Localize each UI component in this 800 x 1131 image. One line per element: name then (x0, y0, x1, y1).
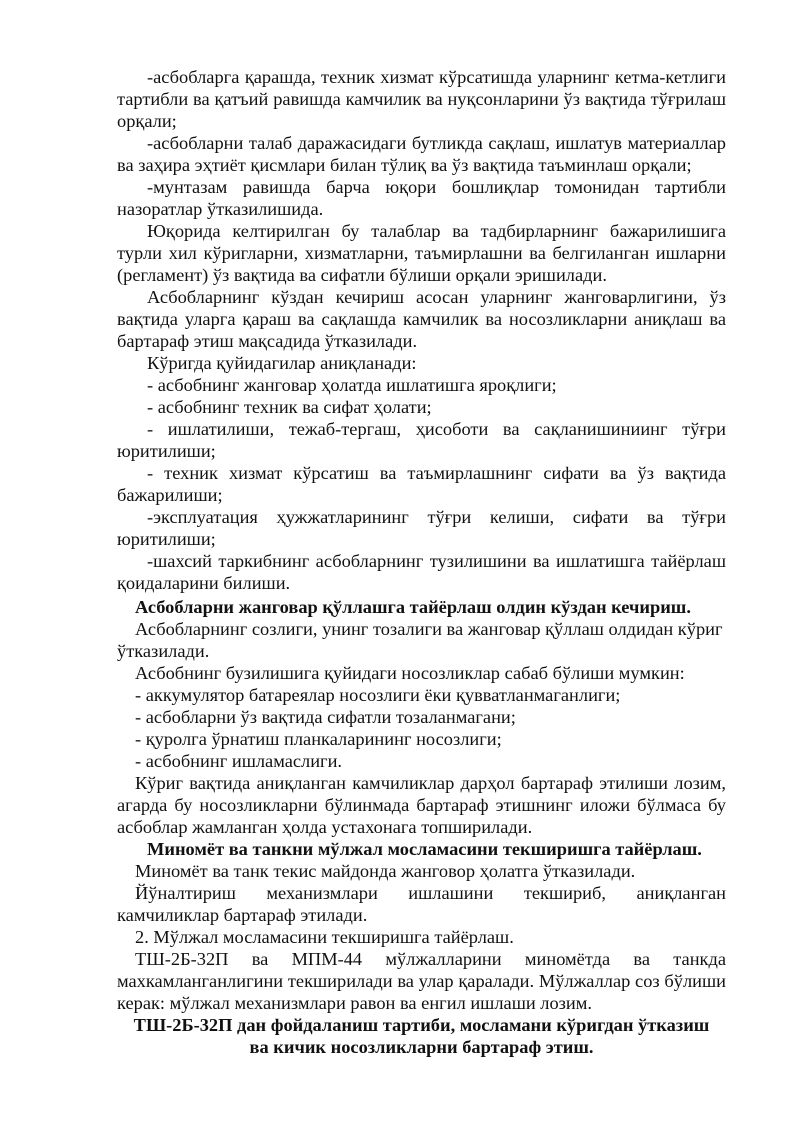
list-item: - асбобларни ўз вақтида сифатли тозаланмагани; (135, 707, 516, 727)
section-heading: ТШ-2Б-32П дан фойдаланиш тартиби, мосламани кўригдан ўтказиш (133, 1015, 710, 1035)
paragraph: Миномёт ва танк текис майдонда жанговор ҳолатга ўтказилади. (135, 861, 636, 881)
list-intro: Кўригда қуйидагилар аниқланади: (147, 353, 417, 373)
list-item: - асбобнинг жанговар ҳолатда ишлатишга яроқлиги; (147, 375, 557, 395)
paragraph: Асбобларнинг созлиги, унинг тозалиги ва жанговар қўллаш олдидан кўриг ўтказилади. (117, 619, 723, 661)
list-intro: Асбобнинг бузилишига қуйидаги носозликлар сабаб бўлиши мумкин: (135, 663, 685, 683)
paragraph: Кўриг вақтида аниқланган камчиликлар дарҳол бартараф этилиши лозим, агарда бу носозликларни бўлинмада бартараф этишнинг иложи бўлмаса бу асбоблар жамланган ҳолда устахонага топширилади. (117, 773, 726, 837)
numbered-subheading: 2. Мўлжал мосламасини текширишга тайёрлаш. (135, 927, 514, 947)
paragraph: Юқорида келтирилган бу талаблар ва тадбирларнинг бажарилишига турли хил кўригларни, хизматларни, таъмирлашни ва белгиланган ишларни (регламент) ўз вақтида ва сифатли бўлиши орқали эришилади. (117, 221, 726, 285)
list-item: - ишлатилиши, тежаб-тергаш, ҳисоботи ва сақланишиниинг тўғри юритилиши; (117, 419, 726, 461)
list-item: -шахсий таркибнинг асбобларнинг тузилишини ва ишлатишга тайёрлаш қоидаларини билиши. (117, 551, 726, 593)
section-heading-continued: ва кичик носозликларни бартараф этиш. (249, 1037, 594, 1057)
list-item: - техник хизмат кўрсатиш ва таъмирлашнинг сифати ва ўз вақтида бажарилиши; (117, 463, 726, 505)
paragraph: -мунтазам равишда барча юқори бошлиқлар томонидан тартибли назоратлар ўтказилишида. (117, 177, 726, 219)
list-item: - асбобнинг ишламаслиги. (135, 751, 343, 771)
list-item: -эксплуатация ҳужжатларининг тўғри келиши, сифати ва тўғри юритилиши; (117, 507, 726, 549)
section-heading: Асбобларни жанговар қўллашга тайёрлаш олдин кўздан кечириш. (135, 597, 691, 617)
paragraph: Йўналтириш механизмлари ишлашини текшириб, аниқланган камчиликлар бартараф этилади. (117, 883, 726, 925)
list-item: - асбобнинг техник ва сифат ҳолати; (147, 397, 432, 417)
document-page (117, 66, 726, 1058)
paragraph: Асбобларнинг кўздан кечириш асосан уларнинг жанговарлигини, ўз вақтида уларга қараш ва сақлашда камчилик ва носозликларни аниқлаш ва бартараф этиш мақсадида ўтказилади. (117, 287, 726, 351)
paragraph: -асбобларни талаб даражасидаги бутликда сақлаш, ишлатув материаллар ва заҳира эҳтиёт қисмлари билан тўлиқ ва ўз вақтида таъминлаш орқали; (117, 133, 726, 175)
list-item: - қуролга ўрнатиш планкаларининг носозлиги; (135, 729, 502, 749)
section-heading: Миномёт ва танкни мўлжал мосламасини текширишга тайёрлаш. (147, 839, 702, 859)
paragraph: ТШ-2Б-32П ва МПМ-44 мўлжалларини миномётда ва танкда махкамланганлигини текширилади ва улар қаралади. Мўлжаллар соз бўлиши керак: мўлжал механизмлари равон ва енгил ишлаши лозим. (117, 949, 726, 1013)
list-item: - аккумулятор батареялар носозлиги ёки қувватланмаганлиги; (135, 685, 621, 705)
paragraph: -асбобларга қарашда, техник хизмат кўрсатишда уларнинг кетма-кетлиги тартибли ва қатъий равишда камчилик ва нуқсонларини ўз вақтида тўғрилаш орқали; (117, 67, 726, 131)
